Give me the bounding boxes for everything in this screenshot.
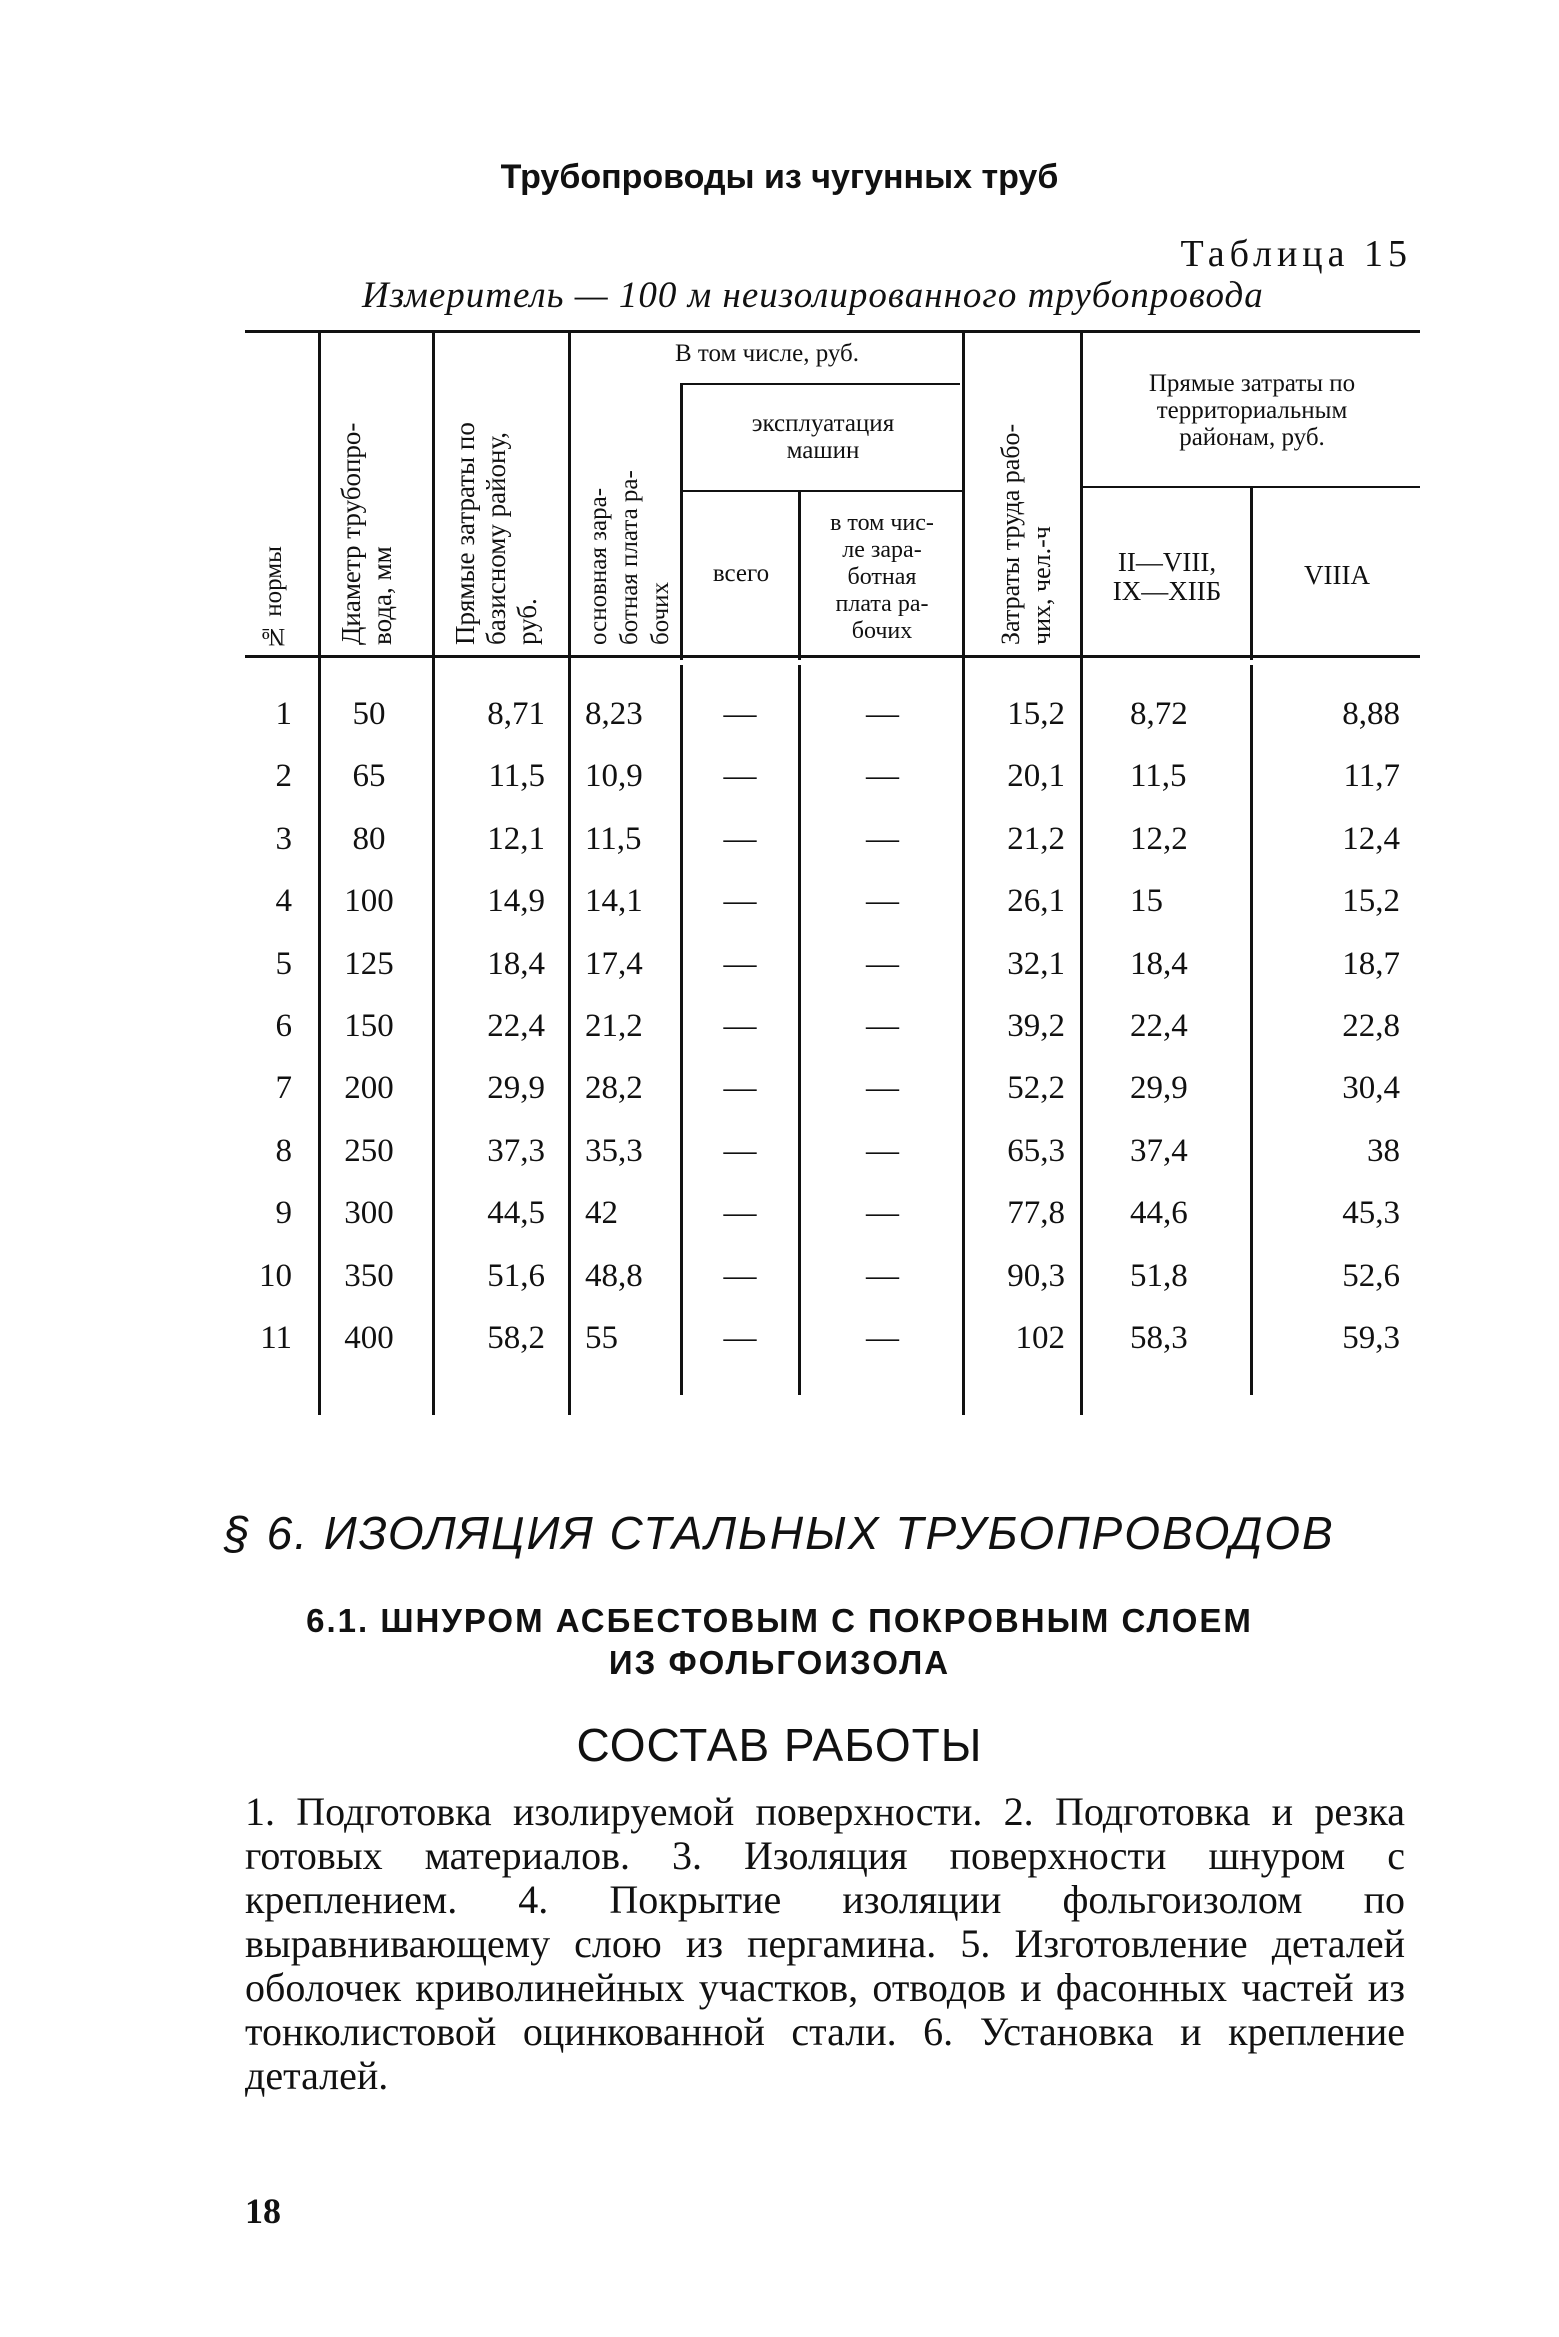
cell-labor: 26,1 [1007, 883, 1065, 919]
cell-norm-no: 3 [275, 821, 292, 857]
header-machine-wage: в том чис- ле зара- ботная плата ра- бочих [830, 510, 934, 644]
header-region-1: II—VIII, IX—XIIБ [1112, 547, 1222, 606]
cell-base-wage: 35,3 [585, 1133, 643, 1169]
header-rule-machines [680, 490, 965, 492]
cell-base-wage: 21,2 [585, 1008, 643, 1044]
cell-region-2: 18,7 [1342, 946, 1400, 982]
cell-region-2: 59,3 [1342, 1320, 1400, 1356]
subsection-title: 6.1. ШНУРОМ АСБЕСТОВЫМ С ПОКРОВНЫМ СЛОЕМ ИЗ ФОЛЬГОИЗОЛА [306, 1602, 1253, 1681]
page-number: 18 [245, 2191, 281, 2231]
cell-labor: 20,1 [1007, 758, 1065, 794]
cell-machine-wage: — [866, 946, 899, 982]
work-heading: СОСТАВ РАБОТЫ [576, 1719, 983, 1771]
cell-base-wage: 48,8 [585, 1258, 643, 1294]
cell-norm-no: 6 [275, 1008, 292, 1044]
col-rule [798, 492, 801, 660]
cell-machine-wage: — [866, 1008, 899, 1044]
cell-base-wage: 8,23 [585, 696, 643, 732]
cell-labor: 15,2 [1007, 696, 1065, 732]
cell-diameter: 400 [344, 1320, 394, 1356]
header-machine-op: эксплуатация машин [751, 410, 895, 464]
header-labor: Затраты труда рабо- чих, чел.-ч [996, 423, 1056, 645]
cell-base-cost: 51,6 [487, 1258, 545, 1294]
cell-labor: 90,3 [1007, 1258, 1065, 1294]
cell-labor: 32,1 [1007, 946, 1065, 982]
cell-labor: 65,3 [1007, 1133, 1065, 1169]
cell-diameter: 100 [344, 883, 394, 919]
header-base-wage: основная зара- ботная плата ра- бочих [585, 470, 674, 645]
cell-region-2: 12,4 [1342, 821, 1400, 857]
cell-region-2: 22,8 [1342, 1008, 1400, 1044]
section-title: Трубопроводы из чугунных труб [500, 158, 1059, 196]
cell-machine-total: — [723, 1008, 757, 1044]
header-rule-including [680, 383, 960, 385]
cell-diameter: 125 [344, 946, 394, 982]
cell-diameter: 65 [352, 758, 386, 794]
cell-base-cost: 18,4 [487, 946, 545, 982]
cell-machine-total: — [723, 696, 757, 732]
cell-region-2: 52,6 [1342, 1258, 1400, 1294]
col-rule [432, 333, 435, 1415]
table-label: Таблица 15 [1180, 233, 1412, 275]
cell-base-wage: 42 [585, 1195, 618, 1231]
cell-machine-total: — [723, 1195, 757, 1231]
unit-line: Измеритель — 100 м неизолированного трубопровода [362, 275, 1264, 316]
cell-norm-no: 4 [275, 883, 292, 919]
work-text: 1. Подготовка изолируемой поверхности. 2. Подготовка и резка готовых материалов. 3. Изоляция поверхности шнуром с креплением. 4. Покрытие изоляции фольгоизолом по выравнивающему слою из пергамина. 5. Изготовление деталей оболочек криволинейных участков, отводов и фасонных частей из тонколистовой оцинкованной стали. 6. Установка и крепление деталей. [245, 1789, 1405, 2098]
cell-diameter: 350 [344, 1258, 394, 1294]
cell-base-wage: 11,5 [585, 821, 642, 857]
cell-machine-total: — [723, 1133, 757, 1169]
cell-region-1: 12,2 [1130, 821, 1188, 857]
cell-machine-total: — [723, 883, 757, 919]
cell-machine-total: — [723, 758, 757, 794]
cell-base-cost: 11,5 [488, 758, 545, 794]
cell-machine-total: — [723, 946, 757, 982]
cell-machine-wage: — [866, 1320, 899, 1356]
cell-norm-no: 11 [260, 1320, 292, 1356]
header-base-cost: Прямые затраты по базисному району, руб. [450, 422, 542, 645]
cell-region-1: 18,4 [1130, 946, 1188, 982]
cell-labor: 52,2 [1007, 1070, 1065, 1106]
cell-norm-no: 5 [275, 946, 292, 982]
cell-machine-total: — [723, 1258, 757, 1294]
cell-base-wage: 28,2 [585, 1070, 643, 1106]
cell-diameter: 150 [344, 1008, 394, 1044]
cell-region-2: 11,7 [1343, 758, 1400, 794]
cell-region-1: 29,9 [1130, 1070, 1188, 1106]
header-norm-no: № нормы [260, 546, 287, 650]
cell-base-wage: 17,4 [585, 946, 643, 982]
cell-region-1: 15 [1130, 883, 1163, 919]
cell-machine-wage: — [866, 758, 899, 794]
cell-region-1: 51,8 [1130, 1258, 1188, 1294]
cell-region-1: 37,4 [1130, 1133, 1188, 1169]
cell-machine-total: — [723, 1070, 757, 1106]
header-regional: Прямые затраты по территориальным районам, руб. [1148, 370, 1356, 451]
cell-diameter: 300 [344, 1195, 394, 1231]
cell-machine-wage: — [866, 696, 899, 732]
cell-base-cost: 29,9 [487, 1070, 545, 1106]
table-top-rule [245, 330, 1420, 333]
cell-region-1: 8,72 [1130, 696, 1188, 732]
cell-base-wage: 14,1 [585, 883, 643, 919]
cell-diameter: 250 [344, 1133, 394, 1169]
cell-region-2: 15,2 [1342, 883, 1400, 919]
col-rule [1080, 333, 1083, 1415]
cell-region-1: 44,6 [1130, 1195, 1188, 1231]
cell-labor: 102 [1015, 1320, 1065, 1356]
col-rule [1250, 488, 1253, 660]
cell-diameter: 50 [352, 696, 386, 732]
cell-norm-no: 10 [259, 1258, 292, 1294]
cell-base-cost: 44,5 [487, 1195, 545, 1231]
cell-region-2: 38 [1367, 1133, 1400, 1169]
cell-labor: 21,2 [1007, 821, 1065, 857]
cell-region-1: 11,5 [1130, 758, 1187, 794]
cell-region-1: 22,4 [1130, 1008, 1188, 1044]
cell-labor: 39,2 [1007, 1008, 1065, 1044]
cell-region-2: 45,3 [1342, 1195, 1400, 1231]
cell-machine-wage: — [866, 1195, 899, 1231]
cell-base-wage: 10,9 [585, 758, 643, 794]
cell-machine-total: — [723, 1320, 757, 1356]
cell-region-2: 30,4 [1342, 1070, 1400, 1106]
cell-base-cost: 12,1 [487, 821, 545, 857]
cell-norm-no: 7 [275, 1070, 292, 1106]
cell-machine-wage: — [866, 821, 899, 857]
cell-base-cost: 37,3 [487, 1133, 545, 1169]
header-including: В том числе, руб. [674, 340, 860, 367]
cell-norm-no: 8 [275, 1133, 292, 1169]
col-rule [680, 385, 683, 660]
header-diameter: Диаметр трубопро- вода, мм [336, 422, 397, 645]
header-region-2: VIIIA [1304, 560, 1370, 590]
cell-labor: 77,8 [1007, 1195, 1065, 1231]
col-rule [962, 333, 965, 1415]
cell-machine-wage: — [866, 1070, 899, 1106]
col-rule [568, 333, 571, 1415]
cell-diameter: 200 [344, 1070, 394, 1106]
cell-machine-wage: — [866, 883, 899, 919]
cell-base-cost: 14,9 [487, 883, 545, 919]
cell-machine-wage: — [866, 1258, 899, 1294]
cell-base-cost: 22,4 [487, 1008, 545, 1044]
paragraph-title: § 6. ИЗОЛЯЦИЯ СТАЛЬНЫХ ТРУБОПРОВОДОВ [224, 1507, 1335, 1559]
cell-base-wage: 55 [585, 1320, 618, 1356]
cell-diameter: 80 [352, 821, 386, 857]
header-machine-total: всего [712, 560, 770, 587]
cell-norm-no: 1 [275, 696, 292, 732]
cell-norm-no: 2 [275, 758, 292, 794]
header-bottom-rule [245, 655, 1420, 658]
cell-base-cost: 8,71 [487, 696, 545, 732]
cell-base-cost: 58,2 [487, 1320, 545, 1356]
cell-machine-total: — [723, 821, 757, 857]
cell-region-2: 8,88 [1342, 696, 1400, 732]
cell-norm-no: 9 [275, 1195, 292, 1231]
cell-region-1: 58,3 [1130, 1320, 1188, 1356]
col-rule [318, 333, 321, 1415]
cell-machine-wage: — [866, 1133, 899, 1169]
